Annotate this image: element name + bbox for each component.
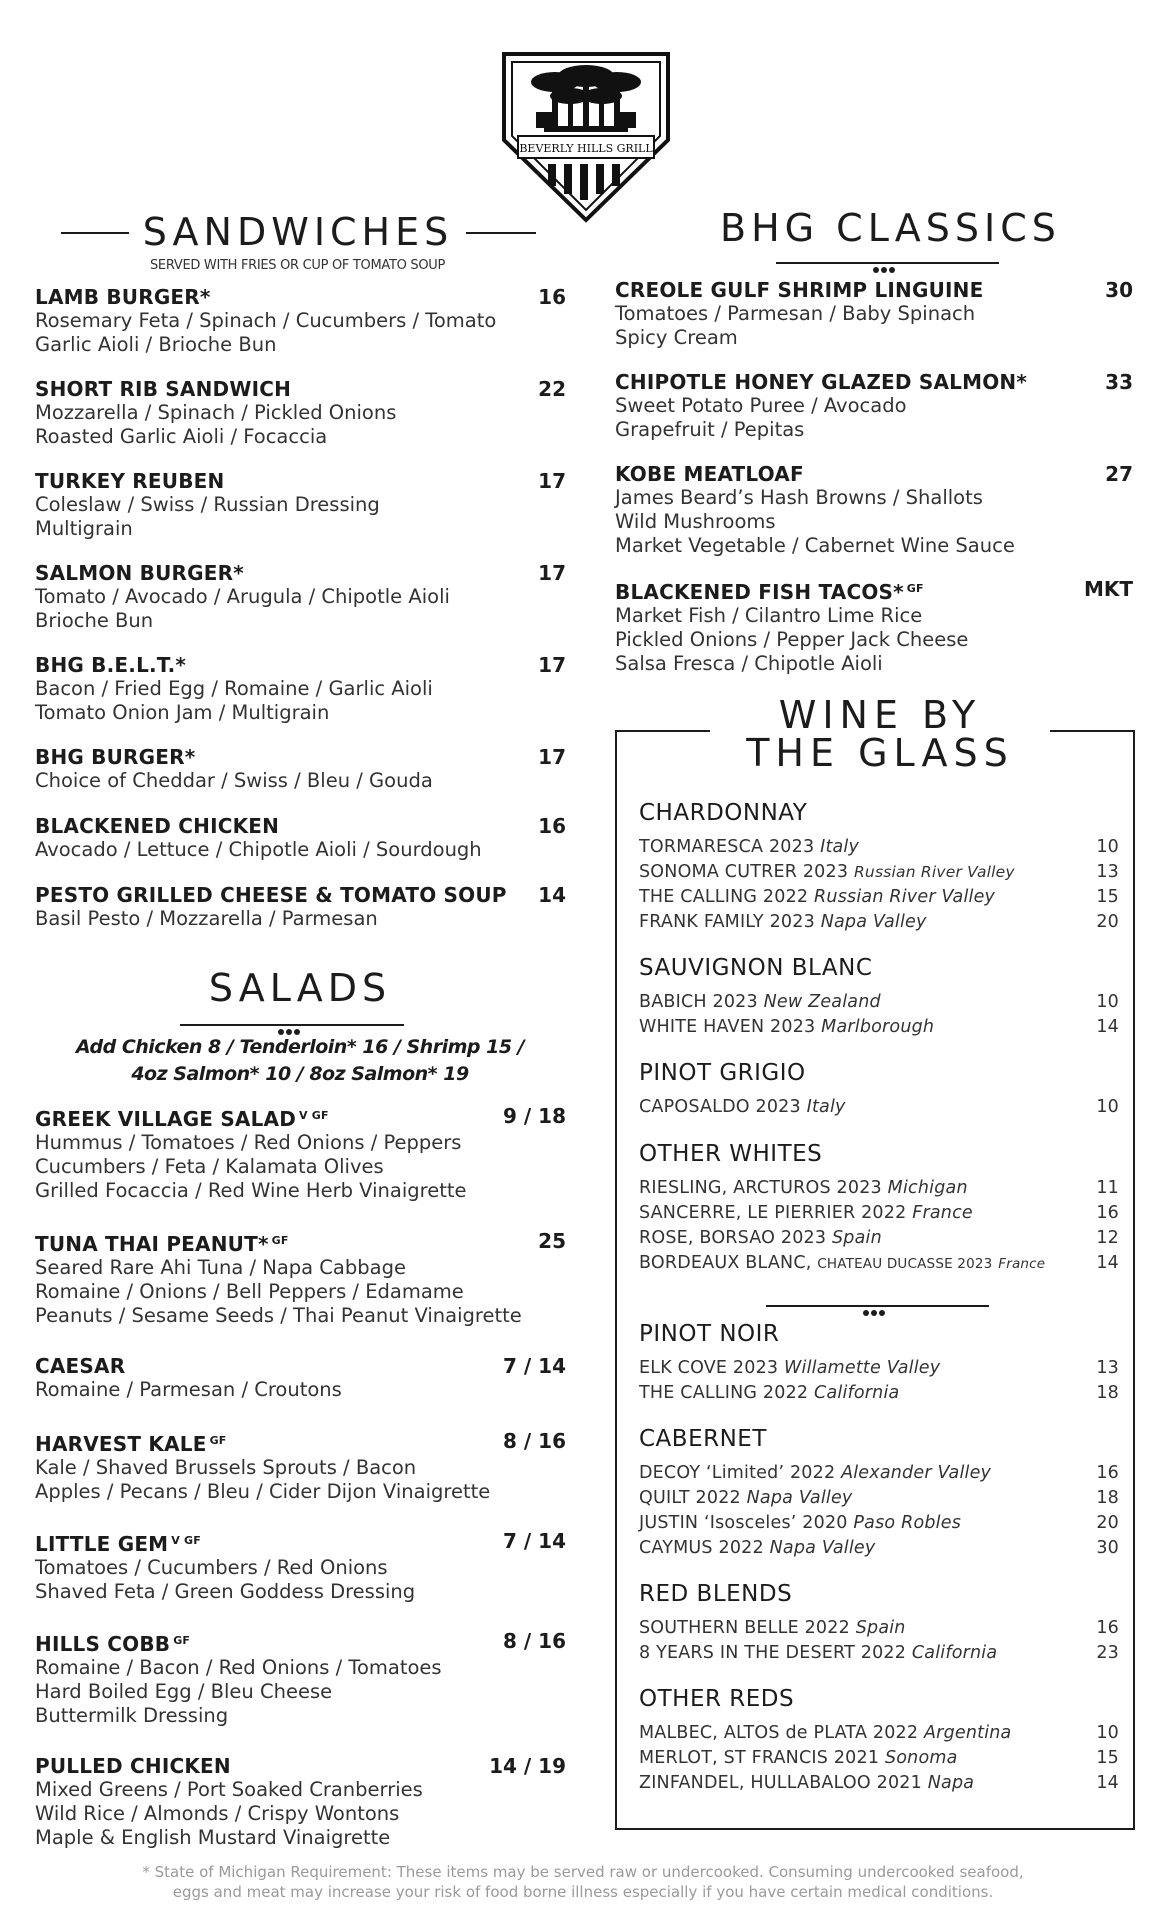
wine-price: 13 xyxy=(1096,1358,1119,1378)
item-description: Salsa Fresca / Chipotle Aioli xyxy=(615,652,883,675)
salads-dots xyxy=(277,1020,301,1028)
item-price: 22 xyxy=(538,377,566,401)
dietary-tag: GF xyxy=(271,1234,289,1247)
wine-price: 20 xyxy=(1096,1513,1119,1533)
wine-price: 23 xyxy=(1096,1643,1119,1663)
classics-title: BHG CLASSICS xyxy=(720,206,1061,250)
item-name xyxy=(35,377,566,401)
wine-name: THE CALLING 2022 xyxy=(639,1383,809,1403)
wine-category: CABERNET xyxy=(639,1426,767,1452)
wine-price: 12 xyxy=(1096,1228,1119,1248)
wine-region: Alexander Valley xyxy=(841,1463,992,1483)
item-name-text: PESTO GRILLED CHEESE & TOMATO SOUP xyxy=(35,883,507,907)
wine-row xyxy=(639,1356,1119,1381)
item-name-text: BLACKENED FISH TACOS* xyxy=(615,580,904,604)
menu-item xyxy=(35,883,566,931)
menu-item xyxy=(615,462,1133,558)
item-description: Mozzarella / Spinach / Pickled Onions xyxy=(35,401,397,424)
item-description: Spicy Cream xyxy=(615,326,738,349)
wine-row xyxy=(639,1746,1119,1771)
item-description: Wild Mushrooms xyxy=(615,510,776,533)
salads-title: SALADS xyxy=(208,966,392,1010)
menu-item xyxy=(35,1354,566,1402)
menu-item xyxy=(35,377,566,449)
wine-row xyxy=(639,1381,1119,1406)
item-description: Market Vegetable / Cabernet Wine Sauce xyxy=(615,534,1015,557)
item-description: Market Fish / Cilantro Lime Rice xyxy=(615,604,923,627)
item-name xyxy=(35,1529,566,1556)
wine-name: RIESLING, ARCTUROS 2023 xyxy=(639,1178,882,1198)
item-name-text: TURKEY REUBEN xyxy=(35,469,225,493)
wine-category: OTHER WHITES xyxy=(639,1141,823,1167)
wine-region: California xyxy=(814,1383,900,1403)
wine-price: 14 xyxy=(1096,1017,1119,1037)
wine-region: Argentina xyxy=(924,1723,1012,1743)
menu-item xyxy=(615,278,1133,350)
sandwiches-rule-left xyxy=(61,232,129,234)
wine-price: 10 xyxy=(1096,1097,1119,1117)
item-description: Multigrain xyxy=(35,517,133,540)
wine-row xyxy=(639,990,1119,1015)
item-description: Shaved Feta / Green Goddess Dressing xyxy=(35,1580,416,1603)
menu-item xyxy=(35,469,566,541)
item-name xyxy=(35,1229,566,1256)
item-price: 33 xyxy=(1105,370,1133,394)
item-name-text: LAMB BURGER* xyxy=(35,285,211,309)
item-description: Apples / Pecans / Bleu / Cider Dijon Vinaigrette xyxy=(35,1480,491,1503)
wine-region: Napa Valley xyxy=(820,912,927,932)
wine-region: Napa Valley xyxy=(769,1538,876,1558)
item-name xyxy=(615,278,1133,302)
item-price: 17 xyxy=(538,469,566,493)
wine-category: SAUVIGNON BLANC xyxy=(639,955,873,981)
wine-name: BORDEAUX BLANC, xyxy=(639,1253,812,1273)
footnote-line2: eggs and meat may increase your risk of food borne illness especially if you have certain medical conditions. xyxy=(172,1883,994,1901)
wine-name: SANCERRE, LE PIERRIER 2022 xyxy=(639,1203,907,1223)
wine-row xyxy=(639,1176,1119,1201)
item-description: Avocado / Lettuce / Chipotle Aioli / Sourdough xyxy=(35,838,482,861)
wine-region: Spain xyxy=(855,1618,906,1638)
footnote-line1: * State of Michigan Requirement: These items may be served raw or undercooked. Consuming undercooked seafood, xyxy=(142,1863,1024,1881)
sandwiches-subtitle: SERVED WITH FRIES OR CUP OF TOMATO SOUP xyxy=(149,258,446,273)
item-description: Rosemary Feta / Spinach / Cucumbers / Tomato xyxy=(35,309,497,332)
dietary-tag: V GF xyxy=(299,1109,329,1122)
wine-row xyxy=(639,1461,1119,1486)
item-price: 9 / 18 xyxy=(503,1104,566,1128)
item-price: 8 / 16 xyxy=(503,1429,566,1453)
wine-region: Sonoma xyxy=(884,1748,958,1768)
wine-title-line1: WINE BY xyxy=(778,693,982,737)
wine-region: California xyxy=(911,1643,998,1663)
wine-name: 8 YEARS IN THE DESERT 2022 xyxy=(639,1643,912,1663)
item-description: Tomato Onion Jam / Multigrain xyxy=(35,701,330,724)
wine-name: FRANK FAMILY 2023 xyxy=(639,912,815,932)
wine-price: 16 xyxy=(1096,1203,1119,1223)
menu-item xyxy=(35,653,566,725)
menu-item xyxy=(35,1429,566,1504)
item-name-text: PULLED CHICKEN xyxy=(35,1754,231,1778)
wine-region: Russian River Valley xyxy=(814,887,996,907)
item-description: Pickled Onions / Pepper Jack Cheese xyxy=(615,628,969,651)
wine-name: ZINFANDEL, HULLABALOO 2021 xyxy=(639,1773,922,1793)
menu-item xyxy=(35,1754,566,1850)
wine-price: 13 xyxy=(1096,862,1119,882)
wine-region: Willamette Valley xyxy=(784,1358,941,1378)
item-description: James Beard’s Hash Browns / Shallots xyxy=(615,486,983,509)
item-description: Coleslaw / Swiss / Russian Dressing xyxy=(35,493,380,516)
wine-region: New Zealand xyxy=(763,992,881,1012)
wine-name: DECOY ‘Limited’ 2022 xyxy=(639,1463,836,1483)
wine-price: 14 xyxy=(1096,1253,1119,1273)
item-description: Grapefruit / Pepitas xyxy=(615,418,805,441)
wine-price: 15 xyxy=(1096,1748,1119,1768)
item-price: 7 / 14 xyxy=(503,1354,566,1378)
item-name-text: HARVEST KALE xyxy=(35,1432,207,1456)
wine-row xyxy=(639,910,1119,935)
item-price: MKT xyxy=(1083,577,1133,601)
wine-region: France xyxy=(998,1256,1046,1272)
wine-row xyxy=(639,1511,1119,1536)
beverly-hills-grill-logo xyxy=(500,52,672,224)
item-name-text: CREOLE GULF SHRIMP LINGUINE xyxy=(615,278,984,302)
menu-item xyxy=(35,814,566,862)
item-description: Basil Pesto / Mozzarella / Parmesan xyxy=(35,907,378,930)
item-price: 27 xyxy=(1105,462,1133,486)
wine-category: RED BLENDS xyxy=(639,1581,793,1607)
item-description: Peanuts / Sesame Seeds / Thai Peanut Vinaigrette xyxy=(35,1304,522,1327)
wine-row xyxy=(639,1616,1119,1641)
wine-row xyxy=(639,1721,1119,1746)
item-description: Seared Rare Ahi Tuna / Napa Cabbage xyxy=(35,1256,406,1279)
wine-region: Paso Robles xyxy=(853,1513,962,1533)
wine-region: Marlborough xyxy=(821,1017,935,1037)
item-description: Tomatoes / Parmesan / Baby Spinach xyxy=(615,302,976,325)
item-name-text: BLACKENED CHICKEN xyxy=(35,814,280,838)
item-name xyxy=(35,653,566,677)
wine-name: WHITE HAVEN 2023 xyxy=(639,1017,816,1037)
wine-price: 16 xyxy=(1096,1618,1119,1638)
item-description: Romaine / Onions / Bell Peppers / Edamame xyxy=(35,1280,464,1303)
wine-name: CAYMUS 2022 xyxy=(639,1538,764,1558)
item-name-text: KOBE MEATLOAF xyxy=(615,462,804,486)
wine-price: 15 xyxy=(1096,887,1119,907)
item-name xyxy=(35,814,566,838)
wine-region: Napa Valley xyxy=(746,1488,853,1508)
item-name xyxy=(35,469,566,493)
wine-category: CHARDONNAY xyxy=(639,800,808,826)
item-description: Buttermilk Dressing xyxy=(35,1704,229,1727)
wine-row xyxy=(639,1771,1119,1796)
item-name xyxy=(615,577,1133,604)
item-name xyxy=(35,1104,566,1131)
item-name-text: HILLS COBB xyxy=(35,1632,171,1656)
item-name-text: LITTLE GEM xyxy=(35,1532,169,1556)
wine-price: 10 xyxy=(1096,992,1119,1012)
item-description: Mixed Greens / Port Soaked Cranberries xyxy=(35,1778,423,1801)
wine-name: TORMARESCA 2023 xyxy=(639,837,815,857)
salads-addons-line2: 4oz Salmon* 10 / 8oz Salmon* 19 xyxy=(131,1063,469,1085)
menu-item xyxy=(35,1529,566,1604)
wine-price: 20 xyxy=(1096,912,1119,932)
item-description: Bacon / Fried Egg / Romaine / Garlic Aioli xyxy=(35,677,433,700)
item-description: Garlic Aioli / Brioche Bun xyxy=(35,333,277,356)
item-price: 16 xyxy=(538,814,566,838)
item-description: Kale / Shaved Brussels Sprouts / Bacon xyxy=(35,1456,417,1479)
wine-producer: CHATEAU DUCASSE 2023 xyxy=(817,1256,993,1272)
wine-name: THE CALLING 2022 xyxy=(639,887,809,907)
wine-divider-dots xyxy=(862,1301,886,1309)
menu-item xyxy=(35,1104,566,1203)
wine-region: France xyxy=(912,1203,973,1223)
wine-price: 30 xyxy=(1096,1538,1119,1558)
item-description: Grilled Focaccia / Red Wine Herb Vinaigrette xyxy=(35,1179,467,1202)
wine-row xyxy=(639,885,1119,910)
item-name-text: TUNA THAI PEANUT* xyxy=(35,1232,269,1256)
item-description: Maple & English Mustard Vinaigrette xyxy=(35,1826,391,1849)
wine-region: Michigan xyxy=(887,1178,968,1198)
item-name xyxy=(35,1429,566,1456)
wine-row xyxy=(639,1536,1119,1561)
item-description: Cucumbers / Feta / Kalamata Olives xyxy=(35,1155,384,1178)
wine-row xyxy=(639,835,1119,860)
item-price: 14 xyxy=(538,883,566,907)
wine-title-line2: THE GLASS xyxy=(746,731,1014,775)
item-description: Romaine / Parmesan / Croutons xyxy=(35,1378,342,1401)
salads-addons-line1: Add Chicken 8 / Tenderloin* 16 / Shrimp 15 / xyxy=(75,1036,525,1058)
item-name xyxy=(35,561,566,585)
wine-row xyxy=(639,1641,1119,1666)
wine-name: JUSTIN ‘Isosceles’ 2020 xyxy=(639,1513,848,1533)
wine-price: 18 xyxy=(1096,1383,1119,1403)
item-name-text: CHIPOTLE HONEY GLAZED SALMON* xyxy=(615,370,1028,394)
item-name-text: GREEK VILLAGE SALAD xyxy=(35,1107,297,1131)
salads-addons xyxy=(60,1034,540,1088)
wine-price: 18 xyxy=(1096,1488,1119,1508)
dietary-tag: GF xyxy=(906,582,924,595)
sandwiches-rule-right xyxy=(466,232,536,234)
menu-item xyxy=(615,370,1133,442)
menu-item xyxy=(35,285,566,357)
item-price: 25 xyxy=(538,1229,566,1253)
item-name xyxy=(35,1629,566,1656)
wine-row xyxy=(639,1486,1119,1511)
item-name-text: CAESAR xyxy=(35,1354,126,1378)
classics-dots xyxy=(872,258,896,266)
item-price: 17 xyxy=(538,561,566,585)
menu-item xyxy=(35,745,566,793)
wine-region: Spain xyxy=(832,1228,882,1248)
wine-row xyxy=(639,860,1119,885)
item-description: Hard Boiled Egg / Bleu Cheese xyxy=(35,1680,333,1703)
wine-name: BABICH 2023 xyxy=(639,992,758,1012)
wine-name: SOUTHERN BELLE 2022 xyxy=(639,1618,850,1638)
wine-price: 14 xyxy=(1096,1773,1119,1793)
menu-item xyxy=(35,561,566,633)
wine-row xyxy=(639,1095,1119,1120)
item-name xyxy=(35,745,566,769)
logo-text: BEVERLY HILLS GRILL xyxy=(519,142,653,155)
sandwiches-title: SANDWICHES xyxy=(142,210,454,254)
item-price: 30 xyxy=(1105,278,1133,302)
wine-price: 10 xyxy=(1096,837,1119,857)
menu-item xyxy=(615,577,1133,676)
item-price: 14 / 19 xyxy=(489,1754,566,1778)
item-price: 17 xyxy=(538,653,566,677)
wine-region: Napa xyxy=(927,1773,975,1793)
item-name xyxy=(35,883,566,907)
wine-price: 10 xyxy=(1096,1723,1119,1743)
wine-name: MERLOT, ST FRANCIS 2021 xyxy=(639,1748,880,1768)
item-description: Roasted Garlic Aioli / Focaccia xyxy=(35,425,328,448)
item-description: Romaine / Bacon / Red Onions / Tomatoes xyxy=(35,1656,442,1679)
menu-item xyxy=(35,1629,566,1728)
wine-price: 16 xyxy=(1096,1463,1119,1483)
item-description: Sweet Potato Puree / Avocado xyxy=(615,394,907,417)
wine-region: Italy xyxy=(806,1097,846,1117)
item-price: 16 xyxy=(538,285,566,309)
wine-name: QUILT 2022 xyxy=(639,1488,741,1508)
item-name-text: BHG B.E.L.T.* xyxy=(35,653,187,677)
item-name-text: BHG BURGER* xyxy=(35,745,196,769)
item-description: Wild Rice / Almonds / Crispy Wontons xyxy=(35,1802,400,1825)
item-name xyxy=(615,462,1133,486)
wine-category: OTHER REDS xyxy=(639,1686,795,1712)
wine-category: PINOT NOIR xyxy=(639,1321,780,1347)
dietary-tag: GF xyxy=(209,1434,227,1447)
item-description: Tomato / Avocado / Arugula / Chipotle Aioli xyxy=(35,585,450,608)
wine-name: MALBEC, ALTOS de PLATA 2022 xyxy=(639,1723,919,1743)
menu-item xyxy=(35,1229,566,1328)
wine-row xyxy=(639,1015,1119,1040)
item-description: Choice of Cheddar / Swiss / Bleu / Gouda xyxy=(35,769,433,792)
wine-row xyxy=(639,1226,1119,1251)
wine-name: ROSE, BORSAO 2023 xyxy=(639,1228,827,1248)
item-name xyxy=(35,285,566,309)
item-name-text: SHORT RIB SANDWICH xyxy=(35,377,292,401)
item-name xyxy=(615,370,1133,394)
wine-row xyxy=(639,1251,1119,1277)
wine-price: 11 xyxy=(1096,1178,1119,1198)
wine-name: CAPOSALDO 2023 xyxy=(639,1097,801,1117)
footnote xyxy=(60,1862,1106,1902)
item-name xyxy=(35,1754,566,1778)
item-price: 8 / 16 xyxy=(503,1629,566,1653)
wine-region: Russian River Valley xyxy=(853,863,1015,881)
wine-title xyxy=(700,693,1060,775)
item-name-text: SALMON BURGER* xyxy=(35,561,244,585)
item-name xyxy=(35,1354,566,1378)
item-price: 7 / 14 xyxy=(503,1529,566,1553)
wine-region: Italy xyxy=(820,837,860,857)
wine-category: PINOT GRIGIO xyxy=(639,1060,806,1086)
wine-name: SONOMA CUTRER 2023 xyxy=(639,862,849,882)
item-description: Hummus / Tomatoes / Red Onions / Peppers xyxy=(35,1131,462,1154)
dietary-tag: GF xyxy=(173,1634,191,1647)
dietary-tag: V GF xyxy=(171,1534,201,1547)
item-description: Tomatoes / Cucumbers / Red Onions xyxy=(35,1556,388,1579)
item-description: Brioche Bun xyxy=(35,609,154,632)
wine-row xyxy=(639,1201,1119,1226)
item-price: 17 xyxy=(538,745,566,769)
wine-name: ELK COVE 2023 xyxy=(639,1358,779,1378)
